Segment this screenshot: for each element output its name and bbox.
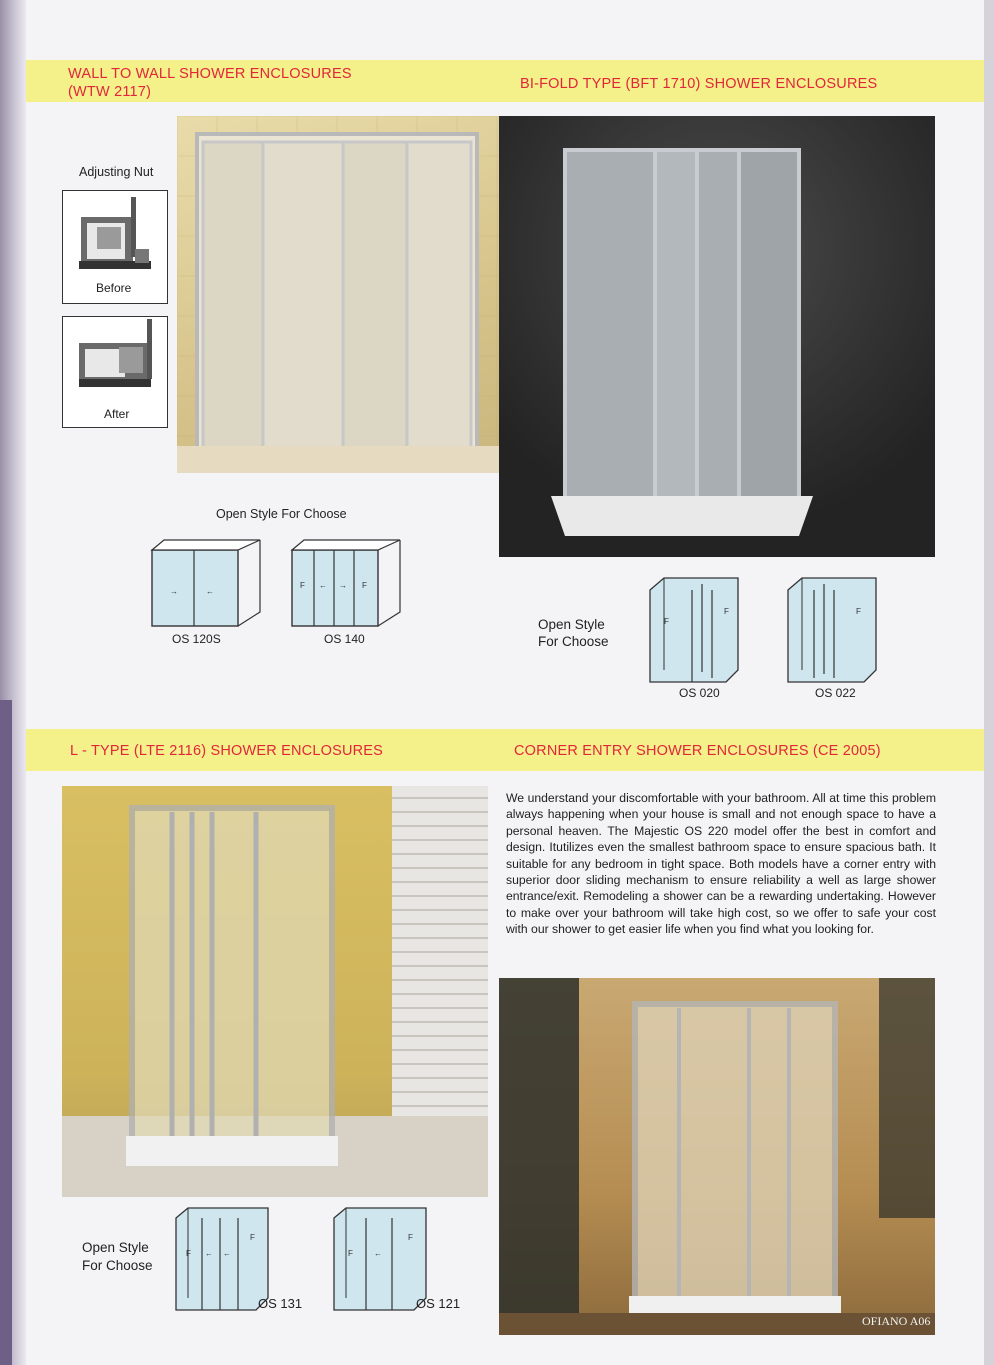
arrow-left-glyph: ← bbox=[205, 1249, 213, 1258]
before-label: Before bbox=[96, 281, 132, 295]
os-131-label: OS 131 bbox=[258, 1296, 303, 1311]
bifold-open-style-label-1: Open Style bbox=[538, 617, 605, 632]
diagram-os-121 bbox=[330, 1206, 430, 1312]
wall-to-wall-model: (WTW 2117) bbox=[68, 84, 152, 100]
fixed-glyph: F bbox=[362, 581, 367, 590]
corner-entry-photo bbox=[499, 978, 935, 1335]
wtw-open-style-label: Open Style For Choose bbox=[216, 507, 347, 521]
wall-to-wall-enclosure-illustration bbox=[177, 116, 500, 473]
arrow-left-glyph: ← bbox=[206, 587, 214, 596]
arrow-right-glyph: → bbox=[170, 587, 178, 596]
brand-name: OFIANO bbox=[862, 1314, 908, 1328]
os-121-label: OS 121 bbox=[416, 1296, 461, 1311]
wall-to-wall-title: WALL TO WALL SHOWER ENCLOSURES bbox=[68, 66, 352, 82]
binding-spine-shadow bbox=[0, 700, 12, 1365]
ltype-open-style-label-2: For Choose bbox=[82, 1258, 153, 1273]
l-type-photo bbox=[62, 786, 488, 1197]
diagram-os-120s bbox=[148, 536, 264, 632]
fixed-glyph: F bbox=[664, 617, 669, 626]
l-type-title: L - TYPE (LTE 2116) SHOWER ENCLOSURES bbox=[70, 743, 384, 759]
diagram-os-022 bbox=[784, 574, 880, 686]
arrow-left-glyph: ← bbox=[223, 1249, 231, 1258]
fixed-glyph: F bbox=[186, 1249, 191, 1258]
fixed-glyph: F bbox=[724, 607, 729, 616]
fixed-glyph: F bbox=[408, 1233, 413, 1242]
corner-entry-description: We understand your discomfortable with your bathroom. All at time this problem always happening when your house is small and not enough space to have a personal heaven. The Majestic OS 220 model offer the best in comfort and design. Itutilizes even the smallest bathroom space to ensure spacious bath. It suitable for any bedroom in tight space. Both models have a corner entry with superior door sliding mechanism to ensure reliability a well as large shower entrance/exit. Remodeling a shower can be a rewarding undertaking. However to make over your bathroom will take high cost, so we offer to safe your cost with our shower to get easier life when you find what you looking for. bbox=[506, 791, 936, 937]
adjusting-nut-after-box bbox=[62, 316, 168, 428]
os-140-label: OS 140 bbox=[324, 632, 365, 646]
page-number: A06 bbox=[909, 1314, 931, 1328]
arrow-left-glyph: ← bbox=[374, 1249, 382, 1258]
l-type-enclosure-illustration bbox=[62, 786, 488, 1197]
os-120s-label: OS 120S bbox=[172, 632, 221, 646]
arrow-left-glyph: ← bbox=[319, 581, 327, 590]
fixed-glyph: F bbox=[348, 1249, 353, 1258]
bi-fold-title: BI-FOLD TYPE (BFT 1710) SHOWER ENCLOSURES bbox=[520, 76, 878, 92]
bifold-open-style-label-2: For Choose bbox=[538, 634, 609, 649]
adjusting-nut-before-box bbox=[62, 190, 168, 304]
diagram-os-020 bbox=[646, 574, 742, 686]
diagram-os-140 bbox=[288, 536, 404, 632]
ltype-open-style-label-1: Open Style bbox=[82, 1240, 149, 1255]
corner-entry-title: CORNER ENTRY SHOWER ENCLOSURES (CE 2005) bbox=[514, 743, 881, 759]
fixed-glyph: F bbox=[250, 1233, 255, 1242]
page-edge bbox=[984, 0, 994, 1365]
fixed-glyph: F bbox=[856, 607, 861, 616]
diagram-os-131 bbox=[172, 1206, 272, 1312]
fixed-glyph: F bbox=[300, 581, 305, 590]
arrow-right-glyph: → bbox=[339, 581, 347, 590]
os-020-label: OS 020 bbox=[679, 686, 720, 700]
bi-fold-photo bbox=[499, 116, 935, 557]
wall-to-wall-photo bbox=[177, 116, 500, 473]
bi-fold-enclosure-illustration bbox=[499, 116, 935, 557]
adjusting-nut-label: Adjusting Nut bbox=[79, 165, 154, 179]
os-022-label: OS 022 bbox=[815, 686, 856, 700]
corner-entry-enclosure-illustration bbox=[499, 978, 935, 1335]
brand-page-footer bbox=[862, 1314, 930, 1329]
after-label: After bbox=[104, 407, 130, 421]
